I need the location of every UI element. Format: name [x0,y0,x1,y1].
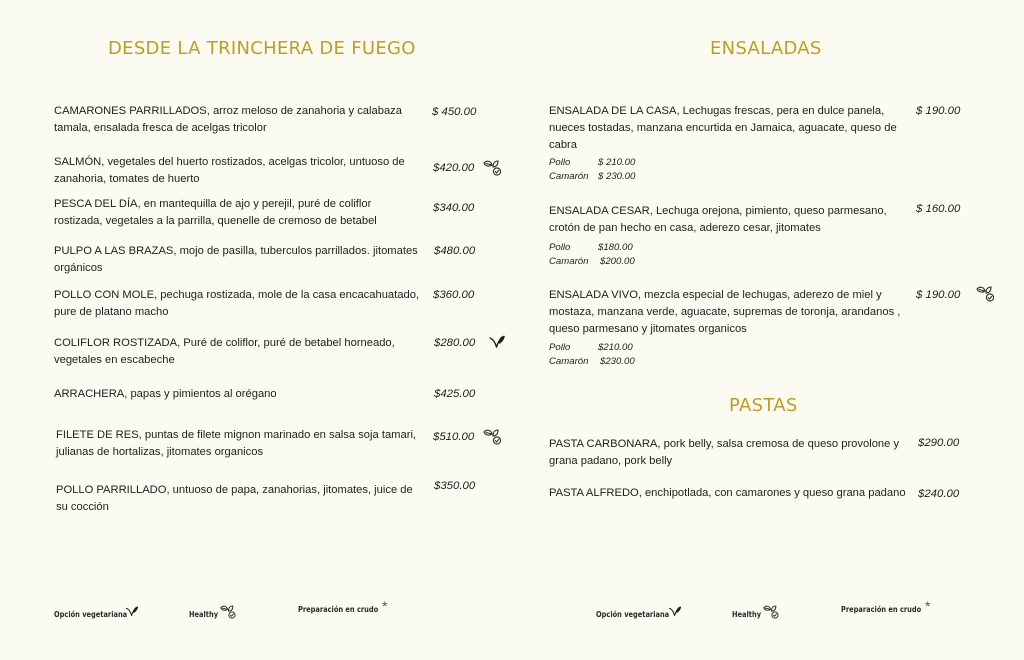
item-arrachera-desc: ARRACHERA, papas y pimientos al orégano [54,388,277,400]
healthy-icon [482,428,504,446]
legend-healthy: Healthy [732,609,762,619]
item-salmon-price: $420.00 [433,162,475,174]
item-alfredo-desc: PASTA ALFREDO, enchipotlada, con camarones y queso grana padano [549,487,906,499]
item-pulpo-price: $480.00 [434,245,476,257]
legend-vegetarian: Opción vegetariana [54,609,128,619]
subitem-label: Pollo [549,157,571,168]
item-filete-price: $510.00 [433,431,475,443]
item-pulpo-desc: PULPO A LAS BRAZAS, mojo de pasilla, tuberculos parrillados. jitomates orgánicos [54,245,418,274]
subitem-label: Camarón [549,256,589,267]
item-pollo-mole-desc: POLLO CON MOLE, pechuga rostizada, mole de la casa encacahuatado, pure de platano macho [54,289,420,318]
subitem-price: $ 230.00 [598,171,636,182]
section-title-pastas: PASTAS [729,395,798,416]
item-camarones-desc: CAMARONES PARRILLADOS, arroz meloso de zanahoria y calabaza tamala, ensalada fresca de acelgas tricolor [54,105,402,134]
item-pesca-price: $340.00 [433,202,475,214]
subitem-label: Pollo [549,342,571,353]
item-ensalada-cesar-price: $ 160.00 [916,203,961,215]
subitem-price: $200.00 [600,256,635,267]
legend-raw: Preparación en crudo [298,604,379,614]
section-title-trinchera: DESDE LA TRINCHERA DE FUEGO [108,38,416,59]
item-ensalada-cesar-desc: ENSALADA CESAR, Lechuga orejona, pimiento, queso parmesano, crotón de pan hecho en casa, aderezo cesar, jitomates [549,205,887,234]
vegetarian-icon [488,335,506,349]
section-title-ensaladas: ENSALADAS [710,38,822,59]
item-ensalada-casa-desc: ENSALADA DE LA CASA, Lechugas frescas, pera en dulce panela, nueces tostadas, manzana encurtida en Jamaica, aguacate, queso de cabra [549,105,897,151]
item-carbonara-price: $290.00 [918,437,960,449]
item-pesca-desc: PESCA DEL DÍA, en mantequilla de ajo y perejil, puré de coliflor rostizada, vegetales a la parrilla, quenelle de cremoso de betabel [54,198,377,227]
legend-healthy: Healthy [189,609,219,619]
vegetarian-icon [125,606,139,617]
vegetarian-icon [668,606,682,617]
item-salmon-desc: SALMÓN, vegetales del huerto rostizados, acelgas tricolor, untuoso de zanahoria, tomates de huerto [54,156,405,185]
legend-vegetarian: Opción vegetariana [596,609,670,619]
item-pollo-parrillado-desc: POLLO PARRILLADO, untuoso de papa, zanahorias, jitomates, juice de su cocción [56,484,413,513]
subitem-price: $230.00 [600,356,635,367]
subitem-price: $180.00 [598,242,633,253]
item-ensalada-vivo-price: $ 190.00 [916,289,961,301]
healthy-icon [219,604,238,620]
raw-icon: * [925,598,931,614]
healthy-icon [482,159,504,177]
healthy-icon [975,285,997,303]
healthy-icon [762,604,781,620]
item-carbonara-desc: PASTA CARBONARA, pork belly, salsa cremosa de queso provolone y grana padano, pork belly [549,438,900,467]
subitem-price: $210.00 [598,342,633,353]
item-filete-desc: FILETE DE RES, puntas de filete mignon marinado en salsa soja tamari, julianas de hortalizas, jitomates organicos [56,429,417,458]
item-camarones-price: $ 450.00 [432,106,477,118]
subitem-label: Camarón [549,356,589,367]
item-ensalada-casa-price: $ 190.00 [916,105,961,117]
item-alfredo-price: $240.00 [918,488,960,500]
item-ensalada-vivo-desc: ENSALADA VIVO, mezcla especial de lechugas, aderezo de miel y mostaza, manzana verde, aguacate, supremas de toronja, arandanos , queso parmesano y jitomates organicos [549,289,901,335]
item-pollo-mole-price: $360.00 [433,289,475,301]
subitem-price: $ 210.00 [598,157,636,168]
legend-raw: Preparación en crudo [841,604,922,614]
item-coliflor-desc: COLIFLOR ROSTIZADA, Puré de coliflor, puré de betabel horneado, vegetales en escabeche [54,337,395,366]
item-pollo-parrillado-price: $350.00 [434,480,476,492]
subitem-label: Camarón [549,171,589,182]
item-arrachera-price: $425.00 [434,388,476,400]
subitem-label: Pollo [549,242,571,253]
raw-icon: * [382,598,388,614]
item-coliflor-price: $280.00 [434,337,476,349]
